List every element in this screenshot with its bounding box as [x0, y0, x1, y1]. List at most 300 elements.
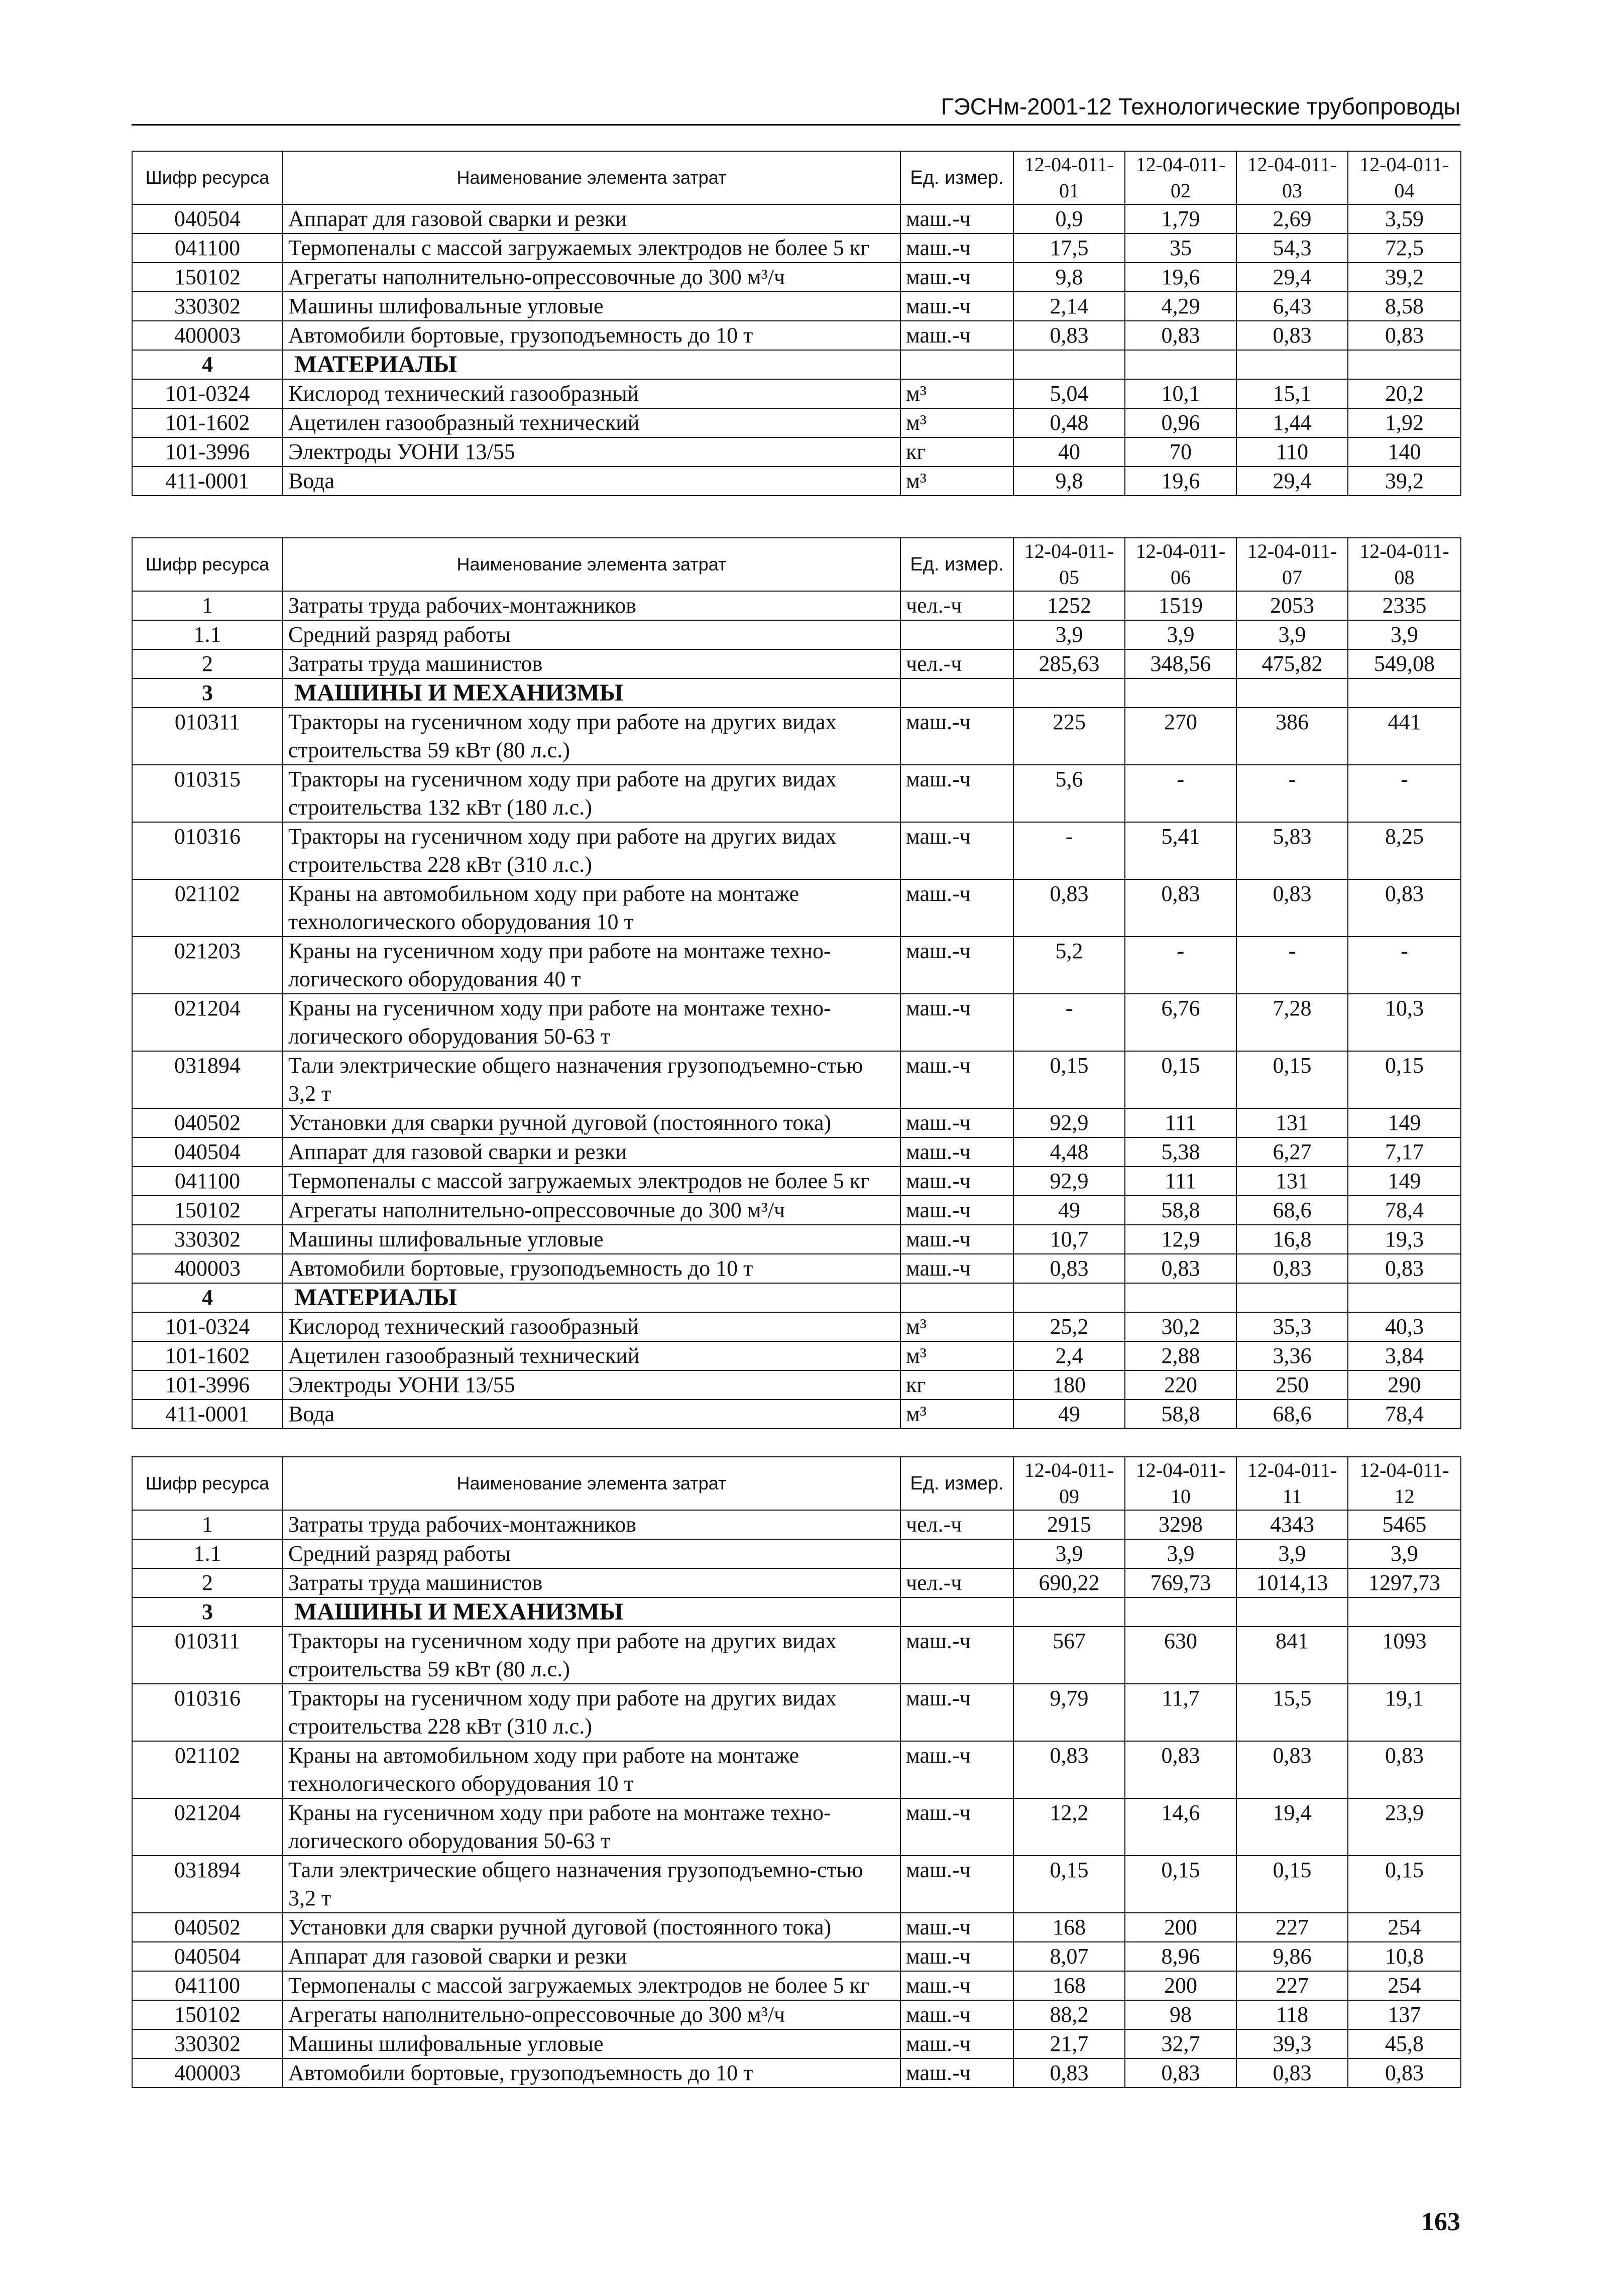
unit-cell: чел.-ч: [900, 591, 1013, 620]
resource-code-cell: 040502: [132, 1913, 283, 1942]
value-cell: 29,4: [1236, 467, 1348, 496]
unit-cell: кг: [900, 1370, 1013, 1400]
resource-code-cell: 3: [132, 678, 283, 708]
table-row: [132, 822, 1461, 879]
value-cell: 0,83: [1013, 2058, 1125, 2088]
value-cell: 19,4: [1236, 1798, 1348, 1856]
value-cell: 9,8: [1013, 467, 1125, 496]
value-cell: 118: [1236, 2000, 1348, 2029]
resource-code-cell: 330302: [132, 1225, 283, 1254]
value-cell: -: [1348, 937, 1461, 994]
value-cell: 0,83: [1236, 2058, 1348, 2088]
table-row: [132, 994, 1461, 1051]
value-cell: 0,9: [1013, 204, 1125, 234]
value-cell: 72,5: [1348, 234, 1461, 263]
unit-cell: чел.-ч: [900, 1510, 1013, 1539]
value-cell: 0,83: [1348, 2058, 1461, 2088]
value-cell: 567: [1013, 1627, 1125, 1684]
value-cell: 1252: [1013, 591, 1125, 620]
value-cell: 270: [1125, 708, 1236, 765]
resource-name-cell: Тракторы на гусеничном ходу при работе на других видах строительства 132 кВт (180 л.с.): [283, 765, 900, 822]
unit-cell: чел.-ч: [900, 1568, 1013, 1597]
value-cell: 8,25: [1348, 822, 1461, 879]
value-cell: 5,83: [1236, 822, 1348, 879]
value-cell: 8,58: [1348, 292, 1461, 321]
value-cell: 168: [1013, 1913, 1125, 1942]
unit-cell: маш.-ч: [900, 1254, 1013, 1283]
value-cell: 3,9: [1125, 620, 1236, 649]
value-cell: 3,9: [1013, 1539, 1125, 1568]
unit-cell: маш.-ч: [900, 204, 1013, 234]
table-row: [132, 591, 1461, 620]
value-cell: 0,83: [1013, 879, 1125, 937]
value-cell: 549,08: [1348, 649, 1461, 678]
table-row: [132, 1051, 1461, 1108]
resource-name-cell: Агрегаты наполнительно-опрессовочные до 300 м³/ч: [283, 2000, 900, 2029]
resource-name-cell: Термопеналы с массой загружаемых электродов не более 5 кг: [283, 1971, 900, 2000]
resource-name-cell: Затраты труда рабочих-монтажников: [283, 591, 900, 620]
column-header-code: Шифр ресурса: [132, 1457, 283, 1510]
resource-code-cell: 021102: [132, 879, 283, 937]
table-row: [132, 2058, 1461, 2088]
value-cell: 220: [1125, 1370, 1236, 1400]
table-row: [132, 1225, 1461, 1254]
resource-code-cell: 330302: [132, 292, 283, 321]
resource-name-cell: Средний разряд работы: [283, 1539, 900, 1568]
column-header-code: Шифр ресурса: [132, 538, 283, 591]
value-cell: 0,83: [1236, 879, 1348, 937]
value-cell: 23,9: [1348, 1798, 1461, 1856]
value-cell: 7,28: [1236, 994, 1348, 1051]
value-cell: 0,83: [1125, 879, 1236, 937]
resource-name-cell: Машины шлифовальные угловые: [283, 2029, 900, 2058]
value-cell: 2,88: [1125, 1341, 1236, 1370]
value-cell: 1297,73: [1348, 1568, 1461, 1597]
unit-cell: маш.-ч: [900, 937, 1013, 994]
page-header: [132, 93, 1460, 126]
value-cell: 0,83: [1013, 321, 1125, 350]
resource-name-cell: Тракторы на гусеничном ходу при работе на других видах строительства 228 кВт (310 л.с.): [283, 1684, 900, 1741]
value-cell: 3,9: [1125, 1539, 1236, 1568]
resource-name-cell: МАТЕРИАЛЫ: [283, 350, 900, 379]
value-cell: 2,4: [1013, 1341, 1125, 1370]
table-row: [132, 2029, 1461, 2058]
table-row: [132, 1341, 1461, 1370]
value-cell: 39,2: [1348, 467, 1461, 496]
resource-code-cell: 031894: [132, 1856, 283, 1913]
resource-name-cell: Агрегаты наполнительно-опрессовочные до 300 м³/ч: [283, 1196, 900, 1225]
value-cell: 3,9: [1348, 620, 1461, 649]
column-header-norm-code: 12-04-011-06: [1125, 538, 1236, 591]
unit-cell: маш.-ч: [900, 1051, 1013, 1108]
resource-code-cell: 3: [132, 1597, 283, 1627]
resource-name-cell: Вода: [283, 467, 900, 496]
table-row: [132, 1510, 1461, 1539]
unit-cell: маш.-ч: [900, 765, 1013, 822]
resource-code-cell: 010311: [132, 708, 283, 765]
table-row: [132, 234, 1461, 263]
resource-code-cell: 010316: [132, 1684, 283, 1741]
resource-code-cell: 101-0324: [132, 1312, 283, 1341]
value-cell: -: [1013, 822, 1125, 879]
value-cell: 40,3: [1348, 1312, 1461, 1341]
resource-code-cell: 1: [132, 1510, 283, 1539]
resource-table-3: [132, 1456, 1461, 2088]
table-row: [132, 1539, 1461, 1568]
column-header-unit: Ед. измер.: [900, 1457, 1013, 1510]
unit-cell: маш.-ч: [900, 292, 1013, 321]
unit-cell: чел.-ч: [900, 649, 1013, 678]
value-cell: 19,1: [1348, 1684, 1461, 1741]
table-row: [132, 620, 1461, 649]
unit-cell: маш.-ч: [900, 1167, 1013, 1196]
value-cell: 227: [1236, 1913, 1348, 1942]
value-cell: 841: [1236, 1627, 1348, 1684]
column-header-name: Наименование элемента затрат: [283, 538, 900, 591]
resource-name-cell: Вода: [283, 1400, 900, 1429]
value-cell: 0,83: [1236, 321, 1348, 350]
resource-code-cell: 041100: [132, 234, 283, 263]
section-row: [132, 1283, 1461, 1312]
resource-code-cell: 150102: [132, 263, 283, 292]
resource-code-cell: 040502: [132, 1108, 283, 1137]
value-cell: 0,15: [1348, 1051, 1461, 1108]
unit-cell: маш.-ч: [900, 1225, 1013, 1254]
value-cell: 5,2: [1013, 937, 1125, 994]
value-cell: 441: [1348, 708, 1461, 765]
unit-cell: маш.-ч: [900, 2029, 1013, 2058]
resource-name-cell: Машины шлифовальные угловые: [283, 1225, 900, 1254]
resource-name-cell: Краны на гусеничном ходу при работе на монтаже техно-логического оборудования 50-63 т: [283, 1798, 900, 1856]
section-row: [132, 678, 1461, 708]
column-header-norm-code: 12-04-011-05: [1013, 538, 1125, 591]
section-row: [132, 1597, 1461, 1627]
table-row: [132, 1798, 1461, 1856]
table-row: [132, 292, 1461, 321]
resource-code-cell: 4: [132, 350, 283, 379]
table-header-row: [132, 538, 1461, 591]
resource-code-cell: 010315: [132, 765, 283, 822]
value-cell: 49: [1013, 1196, 1125, 1225]
table-row: [132, 2000, 1461, 2029]
unit-cell: маш.-ч: [900, 321, 1013, 350]
resource-name-cell: Кислород технический газообразный: [283, 1312, 900, 1341]
unit-cell: [900, 678, 1013, 708]
value-cell: 2915: [1013, 1510, 1125, 1539]
resource-code-cell: 041100: [132, 1167, 283, 1196]
resource-code-cell: 400003: [132, 321, 283, 350]
resource-name-cell: Машины шлифовальные угловые: [283, 292, 900, 321]
value-cell: 0,83: [1236, 1741, 1348, 1798]
resource-code-cell: 411-0001: [132, 467, 283, 496]
unit-cell: [900, 1597, 1013, 1627]
resource-name-cell: Ацетилен газообразный технический: [283, 408, 900, 437]
value-cell: 0,83: [1125, 1254, 1236, 1283]
value-cell: 285,63: [1013, 649, 1125, 678]
value-cell: 15,1: [1236, 379, 1348, 408]
unit-cell: маш.-ч: [900, 879, 1013, 937]
resource-name-cell: Аппарат для газовой сварки и резки: [283, 204, 900, 234]
unit-cell: маш.-ч: [900, 1196, 1013, 1225]
unit-cell: маш.-ч: [900, 1942, 1013, 1971]
unit-cell: маш.-ч: [900, 1798, 1013, 1856]
unit-cell: маш.-ч: [900, 1627, 1013, 1684]
resource-code-cell: 101-0324: [132, 379, 283, 408]
table-row: [132, 1741, 1461, 1798]
unit-cell: маш.-ч: [900, 1108, 1013, 1137]
value-cell: -: [1125, 765, 1236, 822]
unit-cell: м³: [900, 1400, 1013, 1429]
value-cell: 8,96: [1125, 1942, 1236, 1971]
table-row: [132, 321, 1461, 350]
value-cell: [1236, 1597, 1348, 1627]
value-cell: 180: [1013, 1370, 1125, 1400]
column-header-norm-code: 12-04-011-03: [1236, 151, 1348, 204]
resource-code-cell: 041100: [132, 1971, 283, 2000]
resource-name-cell: Термопеналы с массой загружаемых электродов не более 5 кг: [283, 234, 900, 263]
unit-cell: маш.-ч: [900, 2000, 1013, 2029]
resource-code-cell: 4: [132, 1283, 283, 1312]
value-cell: 19,6: [1125, 263, 1236, 292]
value-cell: 769,73: [1125, 1568, 1236, 1597]
resource-code-cell: 330302: [132, 2029, 283, 2058]
value-cell: 6,27: [1236, 1137, 1348, 1167]
resource-code-cell: 101-3996: [132, 437, 283, 467]
value-cell: 40: [1013, 437, 1125, 467]
value-cell: 5,41: [1125, 822, 1236, 879]
table-row: [132, 1137, 1461, 1167]
table-row: [132, 408, 1461, 437]
resource-name-cell: Средний разряд работы: [283, 620, 900, 649]
resource-code-cell: 400003: [132, 2058, 283, 2088]
value-cell: 45,8: [1348, 2029, 1461, 2058]
resource-code-cell: 040504: [132, 1942, 283, 1971]
value-cell: 110: [1236, 437, 1348, 467]
value-cell: 475,82: [1236, 649, 1348, 678]
column-header-name: Наименование элемента затрат: [283, 1457, 900, 1510]
table-row: [132, 1108, 1461, 1137]
resource-code-cell: 1: [132, 591, 283, 620]
value-cell: 3,9: [1013, 620, 1125, 649]
value-cell: -: [1236, 765, 1348, 822]
value-cell: 14,6: [1125, 1798, 1236, 1856]
unit-cell: маш.-ч: [900, 234, 1013, 263]
value-cell: 0,83: [1125, 1741, 1236, 1798]
resource-code-cell: 040504: [132, 1137, 283, 1167]
column-header-norm-code: 12-04-011-10: [1125, 1457, 1236, 1510]
value-cell: 0,83: [1236, 1254, 1348, 1283]
resource-name-cell: Тали электрические общего назначения грузоподъемно-стью 3,2 т: [283, 1051, 900, 1108]
value-cell: 131: [1236, 1167, 1348, 1196]
document-title: ГЭСНм-2001-12 Технологические трубопроводы: [941, 93, 1460, 120]
resource-name-cell: Краны на гусеничном ходу при работе на монтаже техно-логического оборудования 50-63 т: [283, 994, 900, 1051]
value-cell: 227: [1236, 1971, 1348, 2000]
table-row: [132, 437, 1461, 467]
value-cell: 3,36: [1236, 1341, 1348, 1370]
value-cell: 35,3: [1236, 1312, 1348, 1341]
value-cell: 6,76: [1125, 994, 1236, 1051]
value-cell: 254: [1348, 1913, 1461, 1942]
unit-cell: маш.-ч: [900, 1741, 1013, 1798]
value-cell: 168: [1013, 1971, 1125, 2000]
table-row: [132, 1627, 1461, 1684]
table-row: [132, 708, 1461, 765]
resource-code-cell: 1.1: [132, 1539, 283, 1568]
unit-cell: маш.-ч: [900, 1971, 1013, 2000]
value-cell: [1236, 1283, 1348, 1312]
value-cell: -: [1348, 765, 1461, 822]
unit-cell: м³: [900, 467, 1013, 496]
table-header-row: [132, 1457, 1461, 1510]
resource-code-cell: 031894: [132, 1051, 283, 1108]
value-cell: 68,6: [1236, 1400, 1348, 1429]
value-cell: 98: [1125, 2000, 1236, 2029]
resource-name-cell: Затраты труда машинистов: [283, 649, 900, 678]
value-cell: 290: [1348, 1370, 1461, 1400]
value-cell: 78,4: [1348, 1400, 1461, 1429]
value-cell: 10,3: [1348, 994, 1461, 1051]
value-cell: [1013, 1597, 1125, 1627]
value-cell: [1236, 678, 1348, 708]
value-cell: 78,4: [1348, 1196, 1461, 1225]
value-cell: [1125, 1283, 1236, 1312]
value-cell: 19,3: [1348, 1225, 1461, 1254]
resource-name-cell: МАТЕРИАЛЫ: [283, 1283, 900, 1312]
resource-name-cell: Ацетилен газообразный технический: [283, 1341, 900, 1370]
table-row: [132, 937, 1461, 994]
resource-name-cell: Краны на автомобильном ходу при работе на монтаже технологического оборудования 10 т: [283, 879, 900, 937]
value-cell: 10,1: [1125, 379, 1236, 408]
value-cell: [1348, 678, 1461, 708]
table-row: [132, 1370, 1461, 1400]
value-cell: 690,22: [1013, 1568, 1125, 1597]
value-cell: 111: [1125, 1167, 1236, 1196]
unit-cell: [900, 620, 1013, 649]
value-cell: 1,92: [1348, 408, 1461, 437]
value-cell: 254: [1348, 1971, 1461, 2000]
value-cell: 3,9: [1348, 1539, 1461, 1568]
unit-cell: маш.-ч: [900, 1137, 1013, 1167]
resource-table-2: [132, 537, 1461, 1429]
table-row: [132, 1400, 1461, 1429]
value-cell: [1348, 1597, 1461, 1627]
value-cell: 2335: [1348, 591, 1461, 620]
value-cell: 10,7: [1013, 1225, 1125, 1254]
column-header-unit: Ед. измер.: [900, 538, 1013, 591]
value-cell: 5,04: [1013, 379, 1125, 408]
column-header-norm-code: 12-04-011-09: [1013, 1457, 1125, 1510]
resource-code-cell: 101-3996: [132, 1370, 283, 1400]
value-cell: 29,4: [1236, 263, 1348, 292]
value-cell: 0,83: [1348, 1254, 1461, 1283]
resource-name-cell: Аппарат для газовой сварки и резки: [283, 1137, 900, 1167]
unit-cell: маш.-ч: [900, 263, 1013, 292]
table-row: [132, 1254, 1461, 1283]
resource-name-cell: Краны на гусеничном ходу при работе на монтаже техно-логического оборудования 40 т: [283, 937, 900, 994]
value-cell: 32,7: [1125, 2029, 1236, 2058]
value-cell: 0,15: [1125, 1051, 1236, 1108]
value-cell: 17,5: [1013, 234, 1125, 263]
resource-code-cell: 400003: [132, 1254, 283, 1283]
value-cell: 0,15: [1125, 1856, 1236, 1913]
column-header-norm-code: 12-04-011-07: [1236, 538, 1348, 591]
value-cell: 92,9: [1013, 1167, 1125, 1196]
resource-code-cell: 150102: [132, 2000, 283, 2029]
resource-code-cell: 411-0001: [132, 1400, 283, 1429]
resource-name-cell: Затраты труда машинистов: [283, 1568, 900, 1597]
unit-cell: кг: [900, 437, 1013, 467]
unit-cell: маш.-ч: [900, 1684, 1013, 1741]
value-cell: 1,44: [1236, 408, 1348, 437]
value-cell: 88,2: [1013, 2000, 1125, 2029]
unit-cell: [900, 1283, 1013, 1312]
resource-table-1: [132, 151, 1461, 496]
value-cell: 12,9: [1125, 1225, 1236, 1254]
value-cell: 8,07: [1013, 1942, 1125, 1971]
value-cell: 35: [1125, 234, 1236, 263]
value-cell: 7,17: [1348, 1137, 1461, 1167]
value-cell: 9,86: [1236, 1942, 1348, 1971]
value-cell: 225: [1013, 708, 1125, 765]
resource-name-cell: Термопеналы с массой загружаемых электродов не более 5 кг: [283, 1167, 900, 1196]
column-header-norm-code: 12-04-011-02: [1125, 151, 1236, 204]
value-cell: 1093: [1348, 1627, 1461, 1684]
value-cell: [1348, 350, 1461, 379]
value-cell: 25,2: [1013, 1312, 1125, 1341]
resource-name-cell: Автомобили бортовые, грузоподъемность до 10 т: [283, 321, 900, 350]
value-cell: 0,96: [1125, 408, 1236, 437]
section-row: [132, 350, 1461, 379]
table-row: [132, 467, 1461, 496]
value-cell: 3,9: [1236, 1539, 1348, 1568]
value-cell: 5,6: [1013, 765, 1125, 822]
value-cell: 250: [1236, 1370, 1348, 1400]
value-cell: 0,83: [1125, 321, 1236, 350]
value-cell: [1013, 1283, 1125, 1312]
value-cell: 4343: [1236, 1510, 1348, 1539]
value-cell: 6,43: [1236, 292, 1348, 321]
resource-code-cell: 040504: [132, 204, 283, 234]
column-header-norm-code: 12-04-011-04: [1348, 151, 1461, 204]
value-cell: 3,59: [1348, 204, 1461, 234]
table-row: [132, 765, 1461, 822]
table-row: [132, 1196, 1461, 1225]
value-cell: 149: [1348, 1108, 1461, 1137]
unit-cell: м³: [900, 408, 1013, 437]
unit-cell: [900, 1539, 1013, 1568]
value-cell: 30,2: [1125, 1312, 1236, 1341]
value-cell: 70: [1125, 437, 1236, 467]
resource-code-cell: 2: [132, 649, 283, 678]
value-cell: [1348, 1283, 1461, 1312]
table-row: [132, 1167, 1461, 1196]
value-cell: 4,48: [1013, 1137, 1125, 1167]
value-cell: 0,83: [1348, 321, 1461, 350]
value-cell: 5465: [1348, 1510, 1461, 1539]
value-cell: 0,83: [1348, 1741, 1461, 1798]
value-cell: 0,83: [1125, 2058, 1236, 2088]
page-number: 163: [1421, 2208, 1460, 2236]
table-row: [132, 879, 1461, 937]
value-cell: 11,7: [1125, 1684, 1236, 1741]
resource-name-cell: МАШИНЫ И МЕХАНИЗМЫ: [283, 678, 900, 708]
value-cell: 0,83: [1348, 879, 1461, 937]
unit-cell: м³: [900, 1312, 1013, 1341]
value-cell: 3,84: [1348, 1341, 1461, 1370]
resource-name-cell: Тракторы на гусеничном ходу при работе на других видах строительства 228 кВт (310 л.с.): [283, 822, 900, 879]
table-header-row: [132, 151, 1461, 204]
resource-name-cell: Установки для сварки ручной дуговой (постоянного тока): [283, 1108, 900, 1137]
